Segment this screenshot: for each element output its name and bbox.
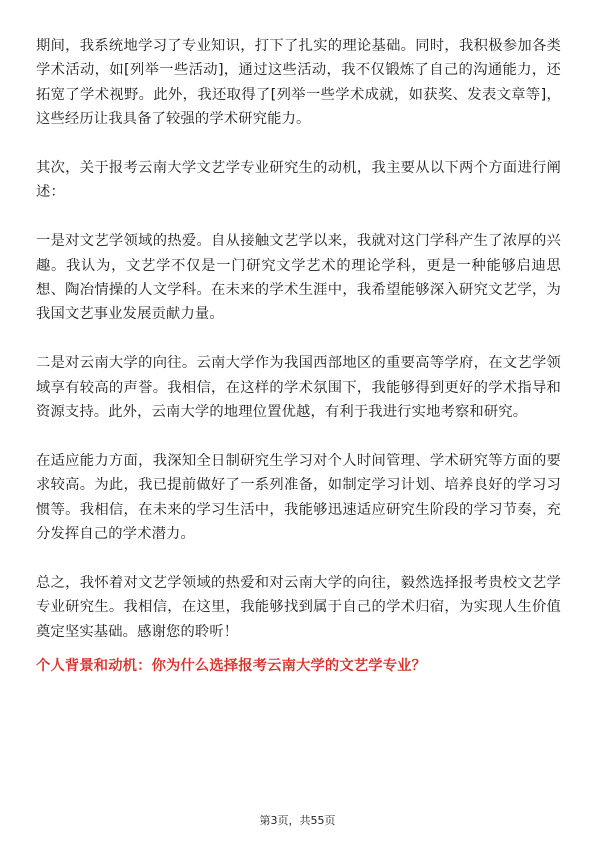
question-heading: 个人背景和动机：你为什么选择报考云南大学的文艺学专业？: [36, 658, 427, 675]
paragraph-background: 期间，我系统地学习了专业知识，打下了扎实的理论基础。同时，我积极参加各类学术活动，如[列举一些活动]，通过这些活动，我不仅锻炼了自己的沟通能力，还拓宽了学术视野。此外，我还取得了[列举一些学术成就，如获奖、发表文章等]，这些经历让我具备了较强的学术研究能力。: [36, 38, 561, 128]
paragraph-conclusion: 总之，我怀着对文艺学领域的热爱和对云南大学的向往，毅然选择报考贵校文艺学专业研究生。我相信，在这里，我能够找到属于自己的学术归宿，为实现人生价值奠定坚实基础。感谢您的聆听！: [36, 574, 561, 640]
page-number: 第3页，共55页: [259, 814, 336, 827]
document-body: [36, 34, 561, 678]
paragraph-adaptability: 在适应能力方面，我深知全日制研究生学习对个人时间管理、学术研究等方面的要求较高。为此，我已提前做好了一系列准备，如制定学习计划、培养良好的学习习惯等。我相信，在未来的学习生活中，我能够迅速适应研究生阶段的学习节奏，充分发挥自己的学术潜力。: [36, 452, 561, 543]
paragraph-passion: 一是对文艺学领域的热爱。自从接触文艺学以来，我就对这门学科产生了浓厚的兴趣。我认为，文艺学不仅是一门研究文学艺术的理论学科，更是一种能够启迪思想、陶冶情操的人文学科。在未来的学术生涯中，我希望能够深入研究文艺学，为我国文艺事业发展贡献力量。: [36, 233, 561, 323]
paragraph-university: 二是对云南大学的向往。云南大学作为我国西部地区的重要高等学府，在文艺学领域享有较高的声誉。我相信，在这样的学术氛围下，我能够得到更好的学术指导和资源支持。此外，云南大学的地理位置优越，有利于我进行实地考察和研究。: [36, 355, 561, 421]
paragraph-motivation-intro: 其次，关于报考云南大学文艺学专业研究生的动机，我主要从以下两个方面进行阐述：: [36, 160, 561, 201]
